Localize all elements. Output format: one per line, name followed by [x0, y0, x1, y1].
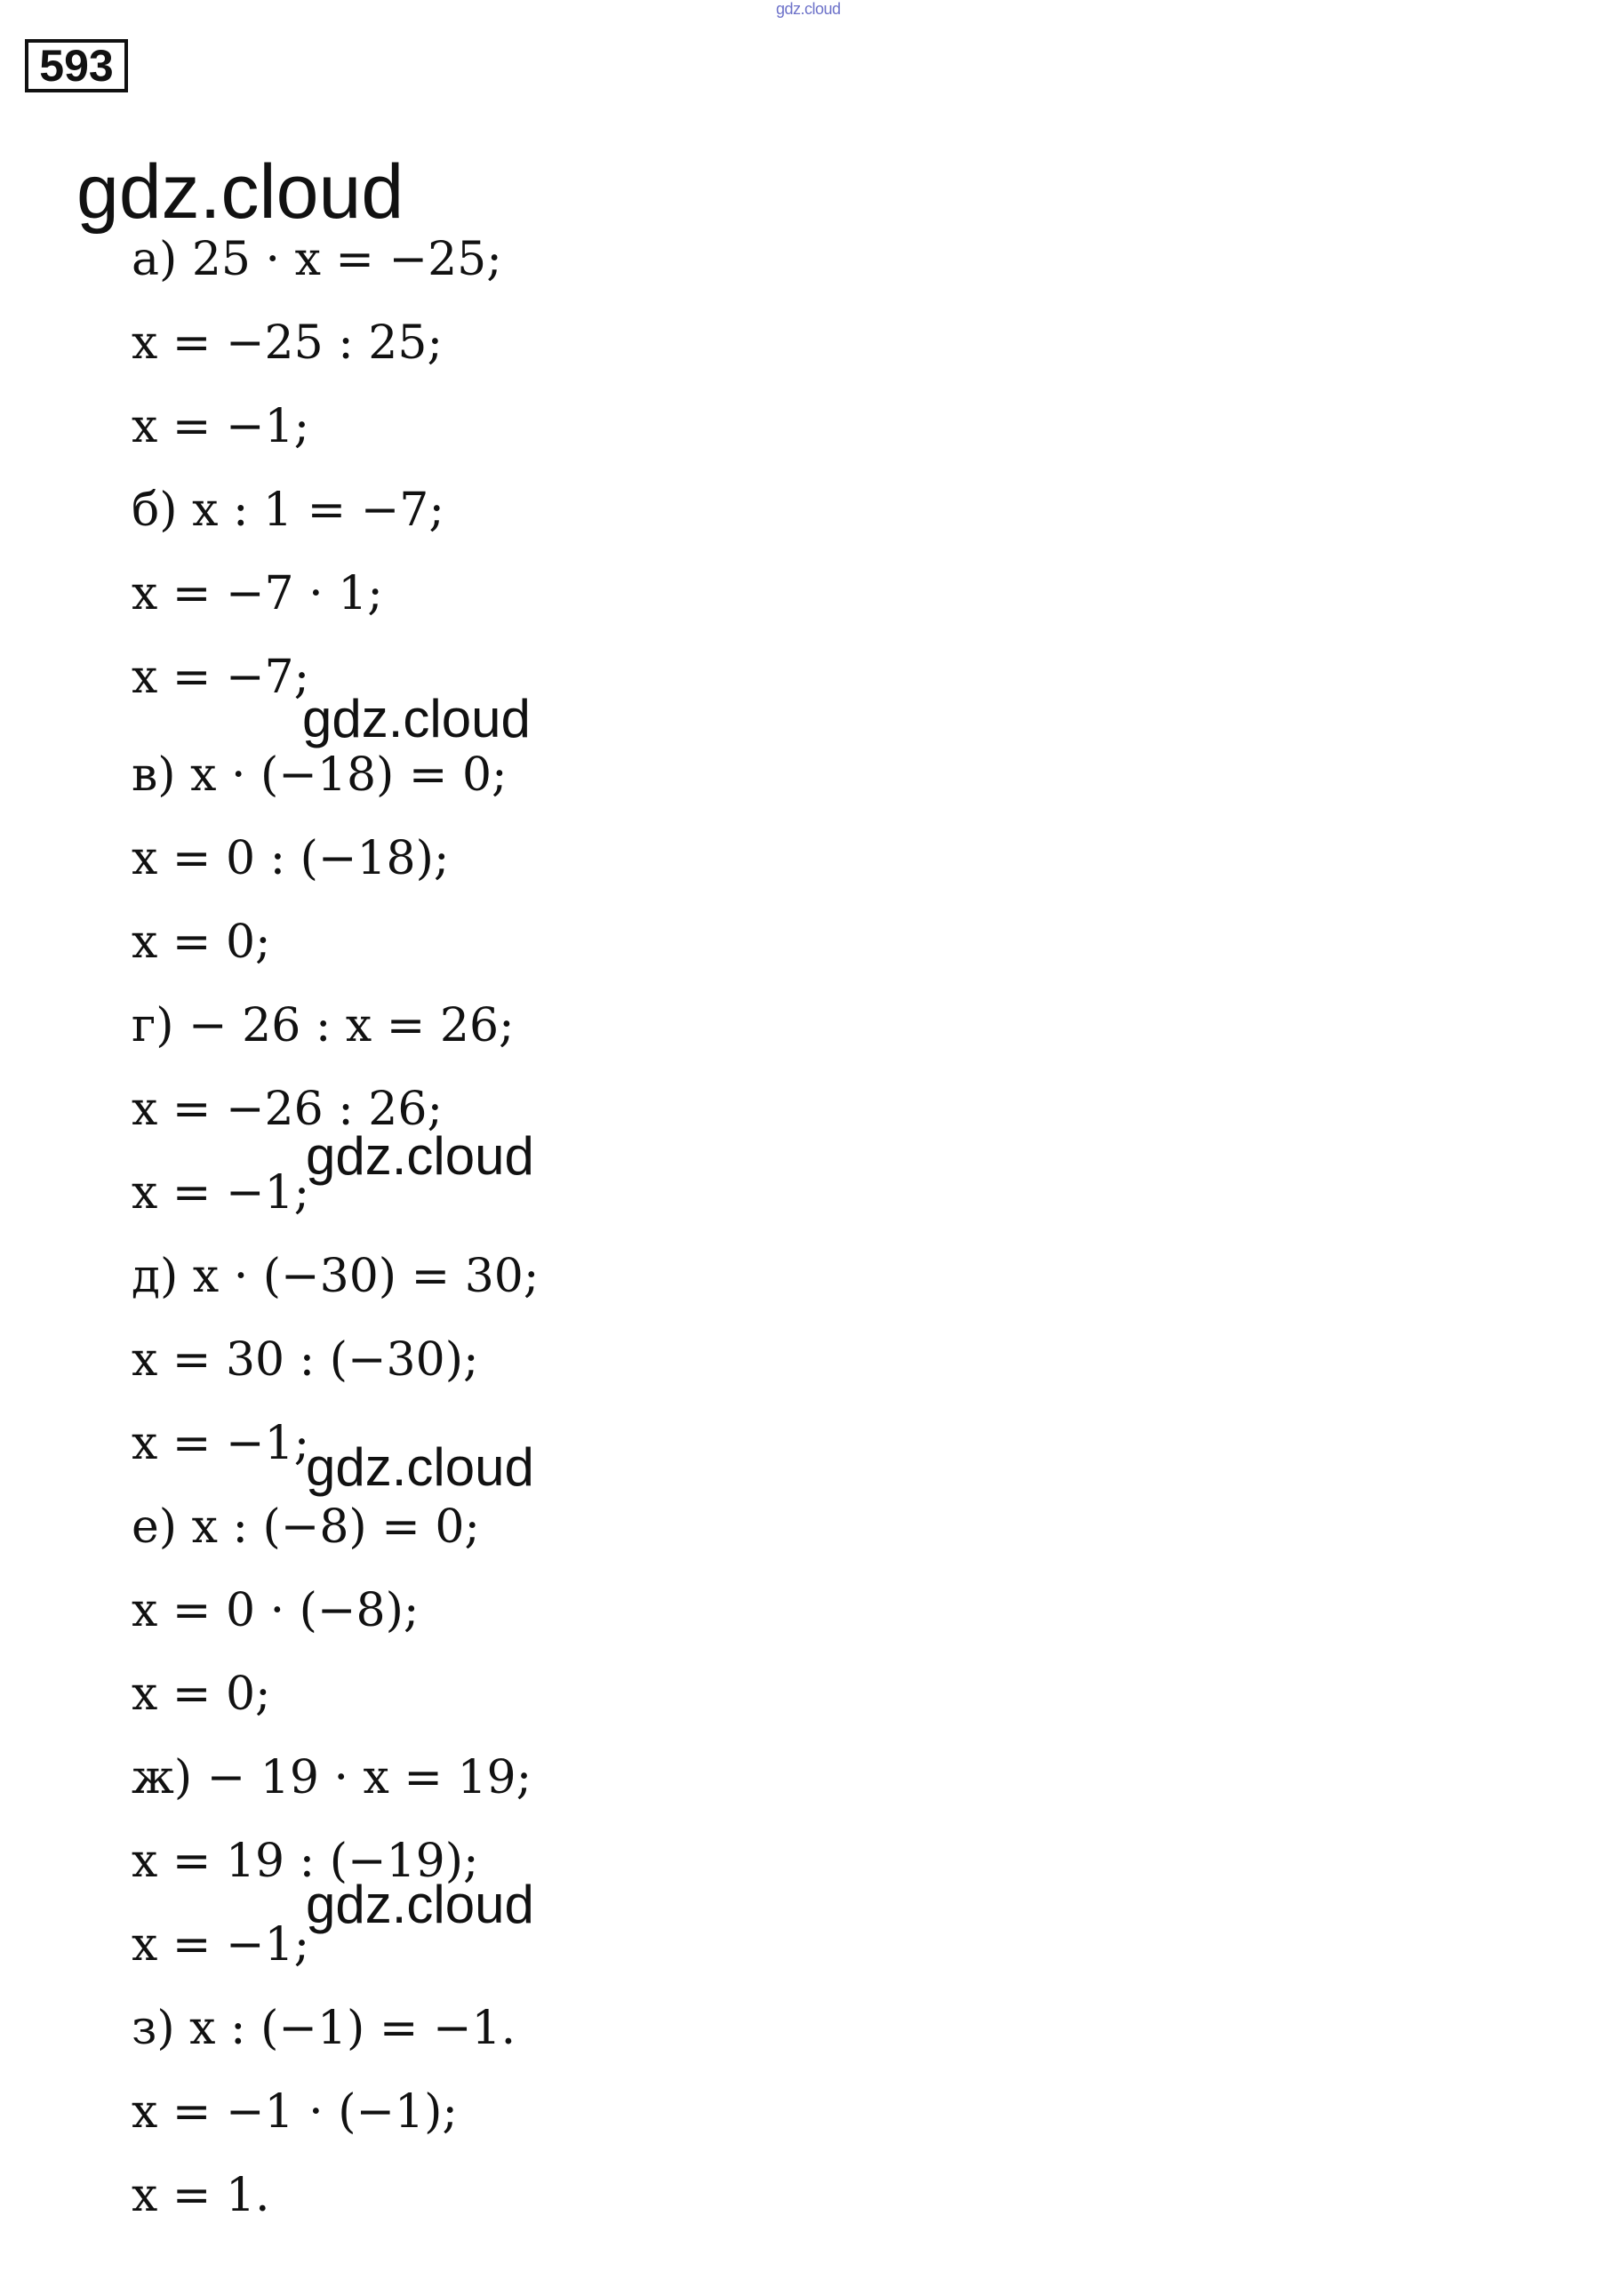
solution-line: x = −1; [132, 1166, 310, 1220]
solution-line: x = −1 · (−1); [132, 2085, 458, 2139]
solution-line: x = −1; [132, 400, 310, 453]
solution-line: в) x · (−18) = 0; [132, 748, 508, 802]
watermark: gdz.cloud [302, 689, 531, 748]
solution-line: е) x : (−8) = 0; [132, 1500, 480, 1554]
solution-line: x = −7 · 1; [132, 567, 383, 620]
solution-line: д) x · (−30) = 30; [132, 1250, 540, 1303]
solution-line: x = −1; [132, 1417, 310, 1470]
solution-line: x = 19 : (−19); [132, 1835, 479, 1888]
watermark: gdz.cloud [306, 1437, 534, 1497]
task-number: 593 [25, 39, 128, 92]
solution-line: а) 25 · x = −25; [132, 233, 502, 286]
solution-line: г) − 26 : x = 26; [132, 999, 515, 1052]
solution-line: x = 0 · (−8); [132, 1584, 420, 1637]
solution-line: з) x : (−1) = −1. [132, 2002, 516, 2055]
watermark: gdz.cloud [306, 1126, 534, 1186]
solution-line: x = 30 : (−30); [132, 1333, 479, 1387]
solution-line: x = 1. [132, 2169, 270, 2222]
solution-line: x = 0; [132, 916, 271, 969]
solution-line: x = −25 : 25; [132, 316, 443, 370]
solution-line: x = −7; [132, 651, 310, 704]
brand-title: gdz.cloud [76, 149, 404, 235]
solution-line: x = 0; [132, 1668, 271, 1721]
top-watermark: gdz.cloud [776, 0, 841, 18]
solution-line: ж) − 19 · x = 19; [132, 1751, 532, 1804]
solution-line: x = −1; [132, 1918, 310, 1972]
watermark: gdz.cloud [306, 1875, 534, 1934]
solution-line: б) x : 1 = −7; [132, 484, 444, 537]
solution-line: x = 0 : (−18); [132, 832, 450, 885]
solution-line: x = −26 : 26; [132, 1083, 443, 1136]
